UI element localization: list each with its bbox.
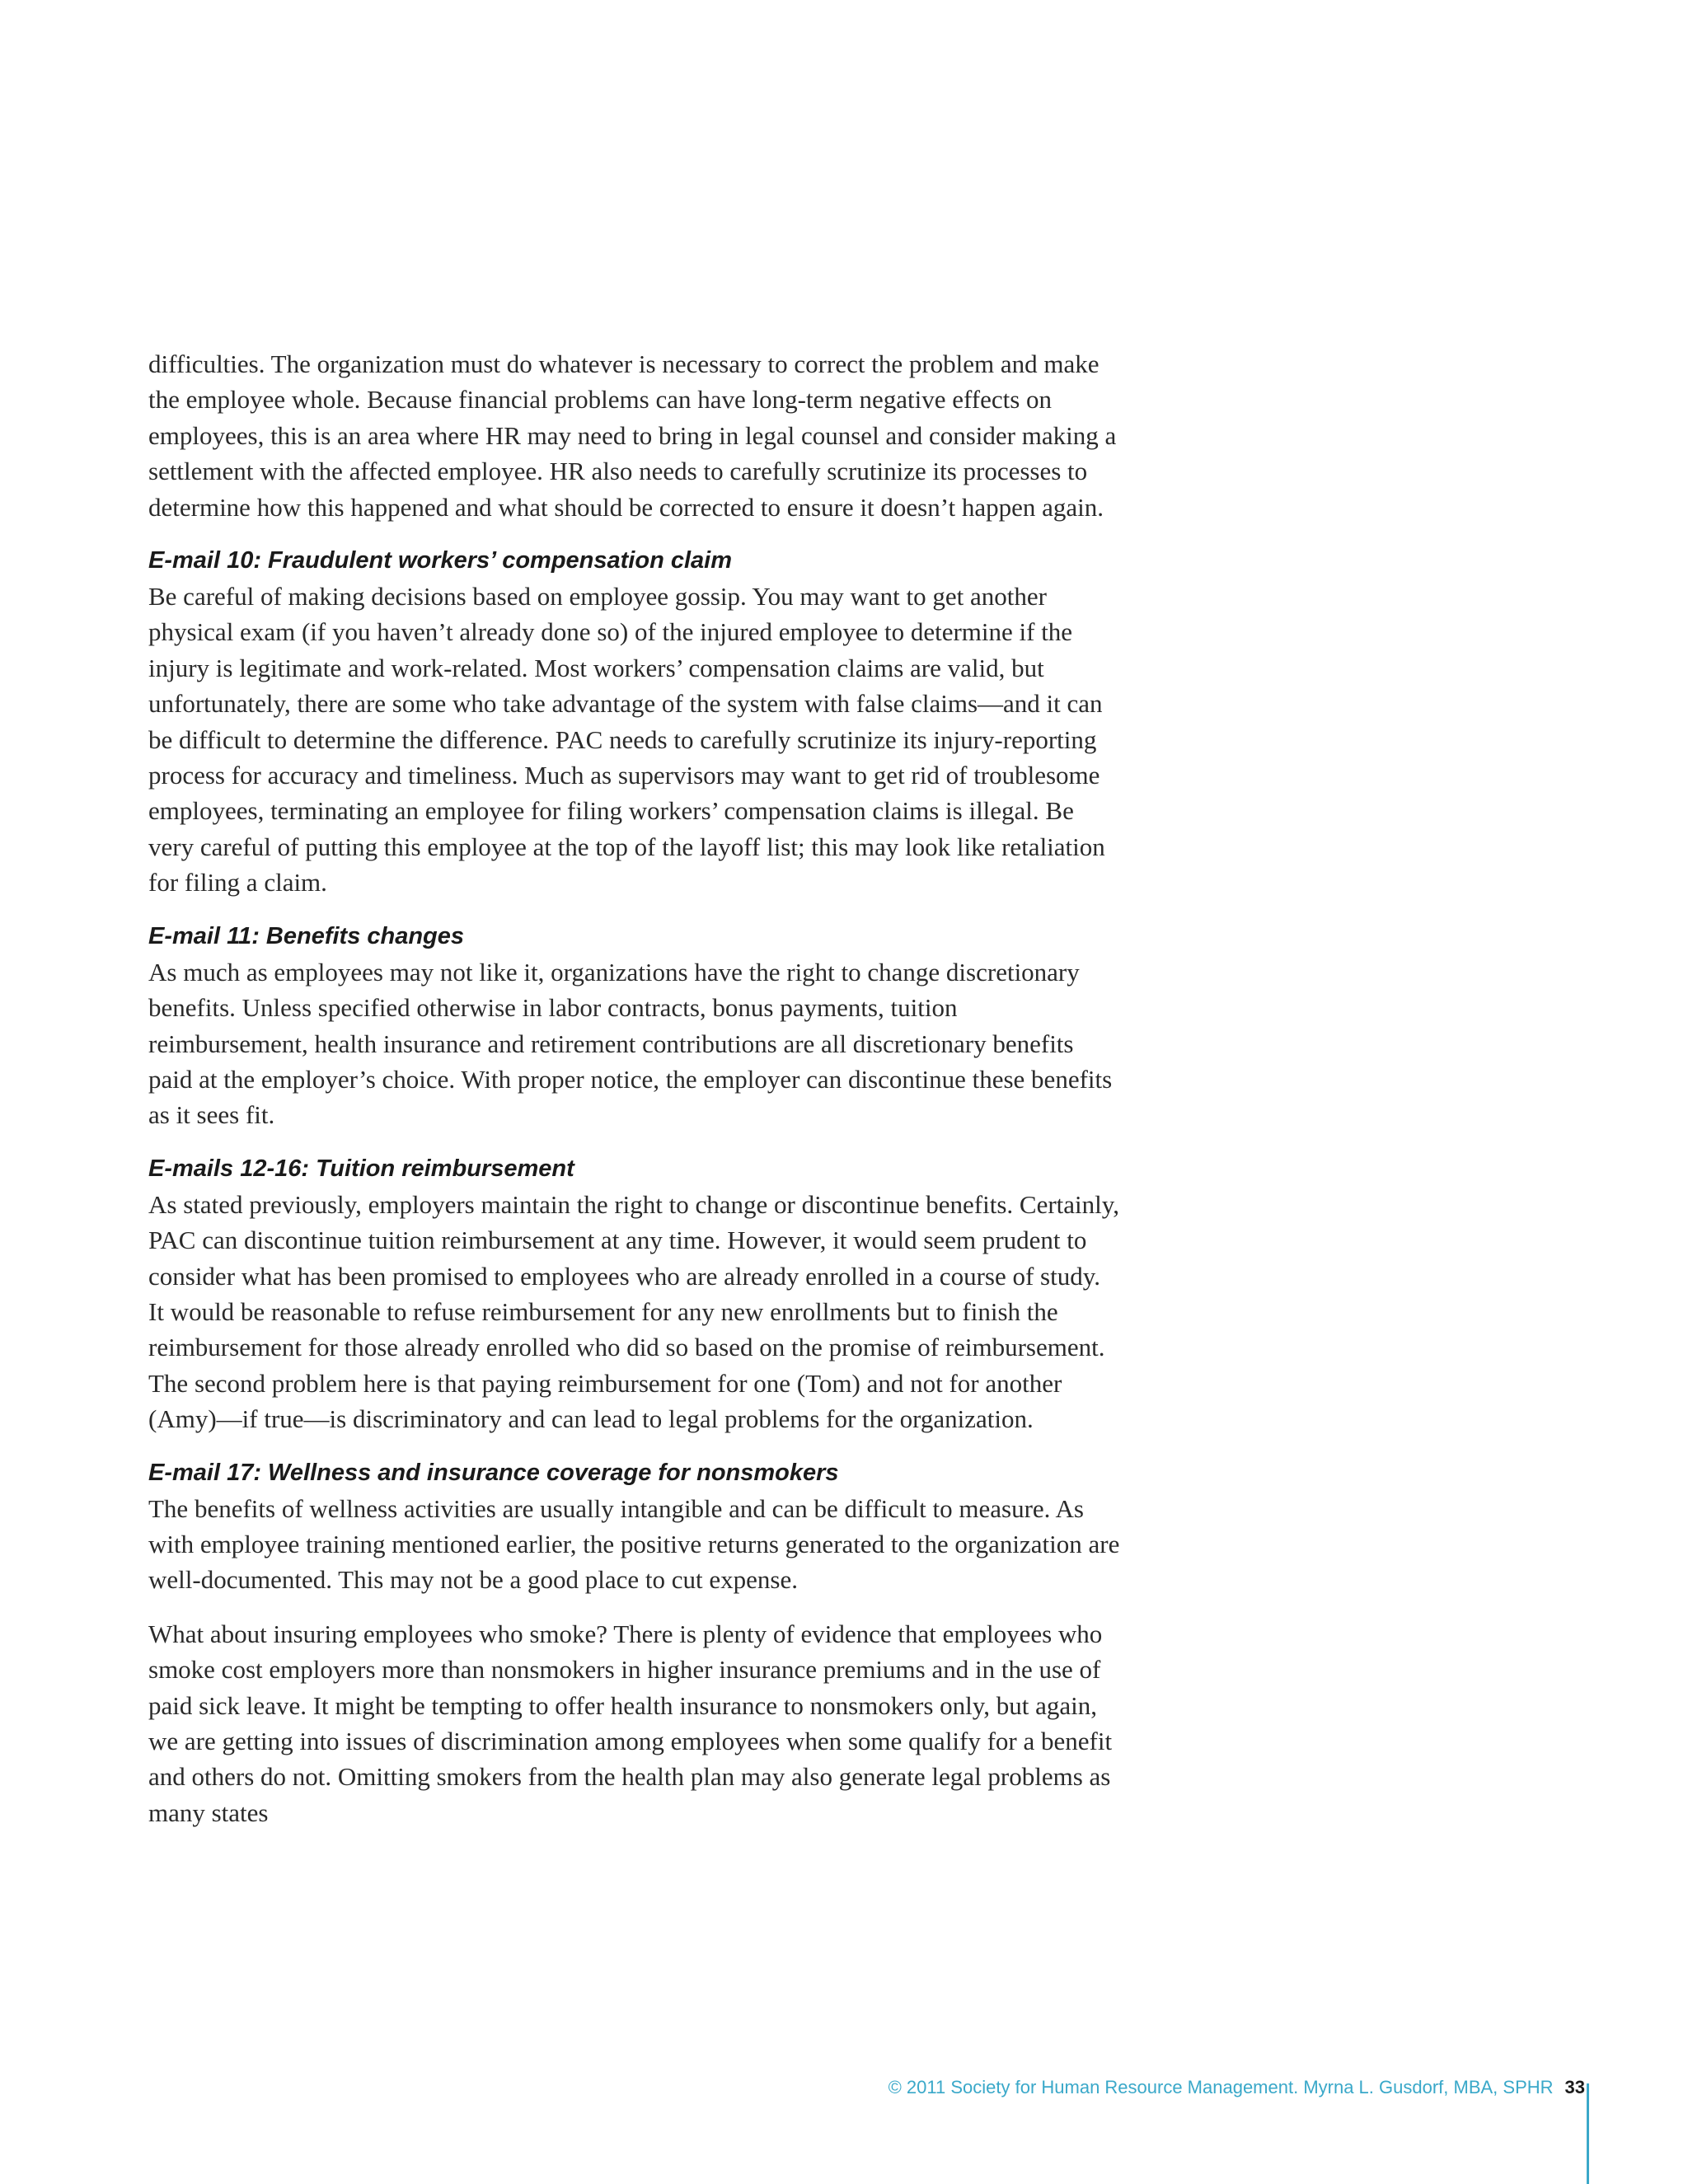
section-paragraph: What about insuring employees who smoke? There is plenty of evidence that employees who smoke cost employers more than nonsmokers in higher insurance premiums and in the use of paid sick leave. It might be tempting to offer health insurance to nonsmokers only, but again, we are getting into issues of discrimination among employees when some qualify for a benefit and others do not. Omitting smokers from the health plan may also generate legal problems as many states	[148, 1619, 1113, 1827]
section-paragraph: As much as employees may not like it, organizations have the right to change discretionary benefits. Unless specified otherwise in labor contracts, bonus payments, tuition reimbursement, health insurance and retirement contributions are all discretionary benefits paid at the employer’s choice. With proper notice, the employer can discontinue these benefits as it sees fit.	[148, 957, 1113, 1130]
section-email-11	[148, 919, 1121, 1133]
section-emails-12-16	[148, 1151, 1121, 1437]
intro-paragraph: difficulties. The organization must do whatever is necessary to correct the problem and make the employee whole. Because financial problems can have long-term negative effects on employees, this is an area where HR may need to bring in legal counsel and consider making a settlement with the affected employee. HR also needs to carefully scrutinize its processes to determine how this happened and what should be corrected to ensure it doesn’t happen again.	[148, 349, 1117, 522]
footer-accent-rule	[1587, 2083, 1589, 2184]
section-heading: E-mail 17: Wellness and insurance coverage for nonsmokers	[148, 1459, 839, 1486]
page-number: 33	[1564, 2077, 1585, 2097]
body-content	[148, 346, 1121, 1830]
section-paragraph: Be careful of making decisions based on employee gossip. You may want to get another physical exam (if you haven’t already done so) of the injured employee to determine if the injury is legitimate and work-related. Most workers’ compensation claims are valid, but unfortunately, there are some who take advantage of the system with false claims—and it can be difficult to determine the difference. PAC needs to carefully scrutinize its injury-reporting process for accuracy and timeliness. Much as supervisors may want to get rid of troublesome employees, terminating an employee for filing workers’ compensation claims is illegal. Be very careful of putting this employee at the top of the layoff list; this may look like retaliation for filing a claim.	[148, 582, 1105, 898]
footer-copyright: © 2011 Society for Human Resource Management. Myrna L. Gusdorf, MBA, SPHR	[888, 2077, 1554, 2097]
section-heading: E-mail 11: Benefits changes	[148, 922, 465, 949]
section-paragraph: As stated previously, employers maintain the right to change or discontinue benefits. Certainly, PAC can discontinue tuition reimbursement at any time. However, it would seem prudent to consider what has been promised to employees who are already enrolled in a course of study. It would be reasonable to refuse reimbursement for any new enrollments but to finish the reimbursement for those already enrolled who did so based on the promise of reimbursement. The second problem here is that paying reimbursement for one (Tom) and not for another (Amy)—if true—is discriminatory and can lead to legal problems for the organization.	[148, 1189, 1119, 1434]
section-paragraph: The benefits of wellness activities are usually intangible and can be difficult to measure. As with employee training mentioned earlier, the positive returns generated to the organization are well-documented. This may not be a good place to cut expense.	[148, 1493, 1120, 1595]
page-footer	[889, 2077, 1585, 2098]
section-heading: E-mail 10: Fraudulent workers’ compensation claim	[148, 547, 733, 574]
section-heading: E-mails 12-16: Tuition reimbursement	[148, 1155, 574, 1182]
section-email-17	[148, 1455, 1121, 1831]
section-email-10	[148, 543, 1121, 901]
